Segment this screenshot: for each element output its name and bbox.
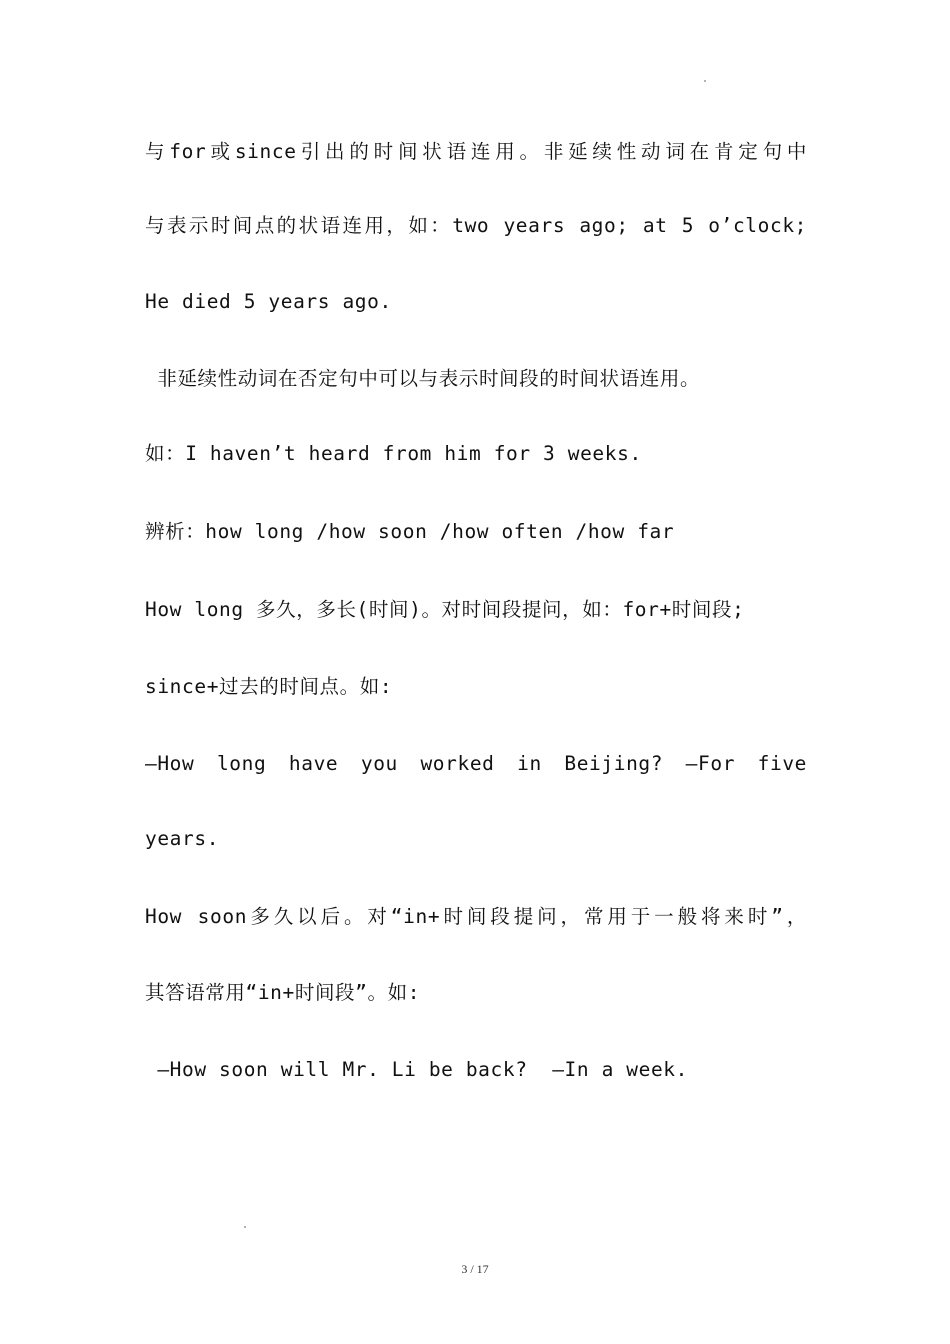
text-line-7: How long 多久，多长(时间)。对时间段提问，如：for+时间段; — [145, 598, 745, 621]
text-line-9: —How long have you worked in Beijing? —For five — [145, 752, 807, 775]
page-number: 3 / 17 — [461, 1262, 489, 1276]
text-line-6: 辨析：how long /how soon /how often /how far — [145, 520, 675, 543]
text-line-3: He died 5 years ago. — [145, 290, 392, 313]
top-right-mark — [704, 80, 706, 82]
text-line-13: —How soon will Mr. Li be back? —In a week. — [145, 1058, 688, 1081]
text-line-11: How soon多久以后。对“in+时间段提问，常用于一般将来时”， — [145, 905, 807, 928]
text-line-1: 与for或since引出的时间状语连用。非延续性动词在肯定句中 — [145, 140, 807, 163]
text-line-10: years. — [145, 827, 220, 850]
text-line-4: 非延续性动词在否定句中可以与表示时间段的时间状语连用。 — [145, 367, 701, 390]
text-line-2: 与表示时间点的状语连用，如：two years ago; at 5 o’clock; — [145, 214, 807, 237]
text-line-8: since+过去的时间点。如: — [145, 675, 393, 698]
text-line-12: 其答语常用“in+时间段”。如: — [145, 981, 421, 1004]
bottom-left-mark — [244, 1226, 246, 1228]
text-line-5: 如：I haven’t heard from him for 3 weeks. — [145, 442, 642, 465]
